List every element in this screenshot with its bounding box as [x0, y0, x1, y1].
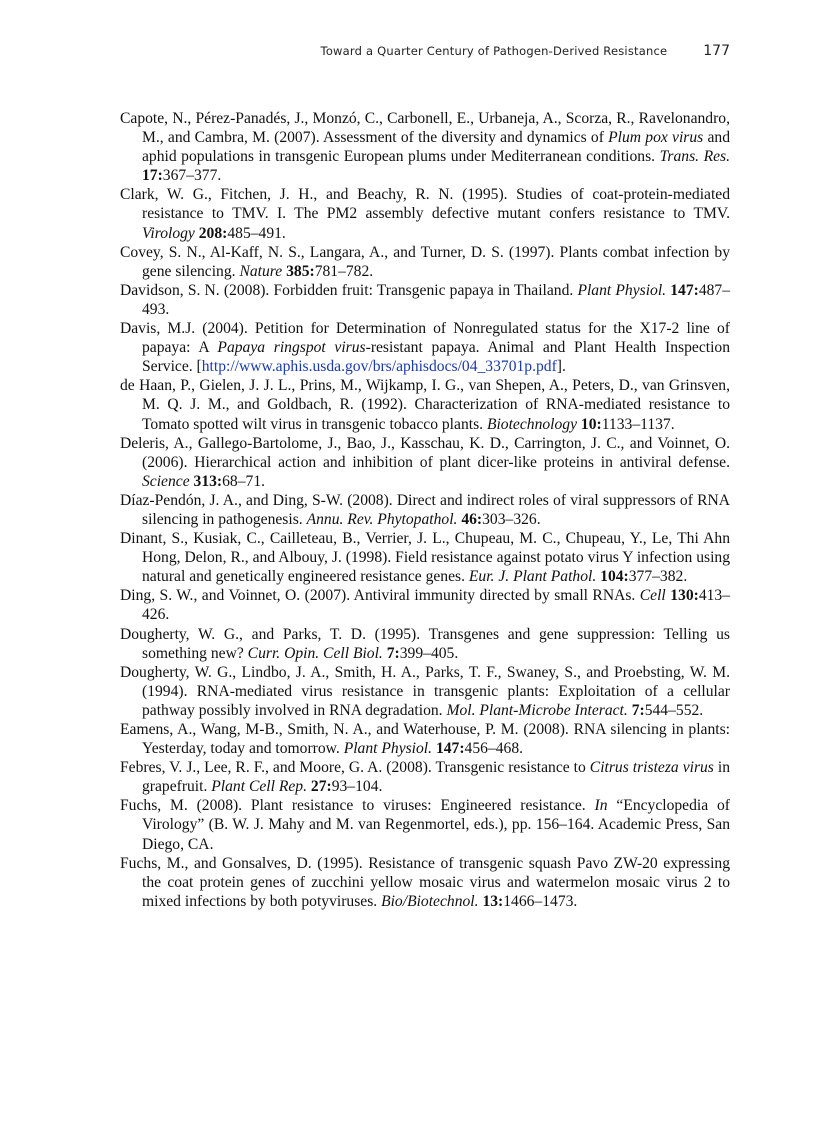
- reference-entry: Eamens, A., Wang, M-B., Smith, N. A., and Waterhouse, P. M. (2008). RNA silencing in plants: Yesterday, today and tomorrow. Plant Physiol. 147:456–468.: [120, 721, 730, 758]
- reference-entry: Fuchs, M. (2008). Plant resistance to viruses: Engineered resistance. In “Encyclopedia of Virology” (B. W. J. Mahy and M. van Regenmortel, eds.), pp. 156–164. Academic Press, San Diego, CA.: [120, 797, 730, 853]
- reference-entry: Dinant, S., Kusiak, C., Cailleteau, B., Verrier, J. L., Chupeau, M. C., Chupeau, Y., Le, Thi Ahn Hong, Delon, R., and Albouy, J. (1998). Field resistance against potato virus Y infection using natural and genetically engineered resistance genes. Eur. J. Plant Pathol. 104:377–382.: [120, 530, 730, 586]
- reference-entry: Dougherty, W. G., Lindbo, J. A., Smith, H. A., Parks, T. F., Swaney, S., and Proebsting, W. M. (1994). RNA-mediated virus resistance in transgenic plants: Exploitation of a cellular pathway possibly involved in RNA degradation. Mol. Plant-Microbe Interact. 7:544–552.: [120, 663, 730, 719]
- running-title: Toward a Quarter Century of Pathogen-Derived Resistance: [320, 44, 668, 58]
- reference-entry: Capote, N., Pérez-Panadés, J., Monzó, C., Carbonell, E., Urbaneja, A., Scorza, R., Ravelonandro, M., and Cambra, M. (2007). Assessment of the diversity and dynamics of Plum pox virus and aphid populations in transgenic European plums under Mediterranean conditions. Trans. Res. 17:367–377.: [120, 110, 730, 185]
- reference-entry: Davis, M.J. (2004). Petition for Determination of Nonregulated status for the X17-2 line of papaya: A Papaya ringspot virus-resistant papaya. Animal and Plant Health Inspection Service. [http://www.aphis.usda.gov/brs/aphisdocs/04_33701p.pdf].: [120, 320, 731, 376]
- reference-list: [120, 109, 730, 911]
- reference-entry: Clark, W. G., Fitchen, J. H., and Beachy, R. N. (1995). Studies of coat-protein-mediated resistance to TMV. I. The PM2 assembly defective mutant confers resistance to TMV. Virology 208:485–491.: [120, 186, 730, 242]
- page-number: 177: [703, 43, 730, 59]
- running-head: [120, 43, 730, 59]
- reference-entry: Dougherty, W. G., and Parks, T. D. (1995). Transgenes and gene suppression: Telling us something new? Curr. Opin. Cell Biol. 7:399–405.: [120, 625, 730, 662]
- reference-entry: Díaz-Pendón, J. A., and Ding, S-W. (2008). Direct and indirect roles of viral suppressors of RNA silencing in pathogenesis. Annu. Rev. Phytopathol. 46:303–326.: [120, 491, 730, 528]
- reference-entry: Deleris, A., Gallego-Bartolome, J., Bao, J., Kasschau, K. D., Carrington, J. C., and Voinnet, O. (2006). Hierarchical action and inhibition of plant dicer-like proteins in antiviral defense. Science 313:68–71.: [120, 434, 730, 490]
- reference-entry: Davidson, S. N. (2008). Forbidden fruit: Transgenic papaya in Thailand. Plant Physiol. 147:487–493.: [120, 281, 730, 318]
- reference-entry: Fuchs, M., and Gonsalves, D. (1995). Resistance of transgenic squash Pavo ZW-20 expressing the coat protein genes of zucchini yellow mosaic virus and watermelon mosaic virus 2 to mixed infections by both potyviruses. Bio/Biotechnol. 13:1466–1473.: [120, 854, 730, 910]
- reference-entry: Covey, S. N., Al-Kaff, N. S., Langara, A., and Turner, D. S. (1997). Plants combat infection by gene silencing. Nature 385:781–782.: [120, 243, 730, 280]
- reference-link[interactable]: http://www.aphis.usda.gov/brs/aphisdocs/04_33701p.pdf: [201, 358, 557, 376]
- reference-entry: Febres, V. J., Lee, R. F., and Moore, G. A. (2008). Transgenic resistance to Citrus tristeza virus in grapefruit. Plant Cell Rep. 27:93–104.: [120, 759, 731, 796]
- reference-entry: Ding, S. W., and Voinnet, O. (2007). Antiviral immunity directed by small RNAs. Cell 130:413–426.: [120, 587, 730, 624]
- reference-entry: de Haan, P., Gielen, J. J. L., Prins, M., Wijkamp, I. G., van Shepen, A., Peters, D., van Grinsven, M. Q. J. M., and Goldbach, R. (1992). Characterization of RNA-mediated resistance to Tomato spotted wilt virus in transgenic tobacco plants. Biotechnology 10:1133–1137.: [120, 377, 730, 433]
